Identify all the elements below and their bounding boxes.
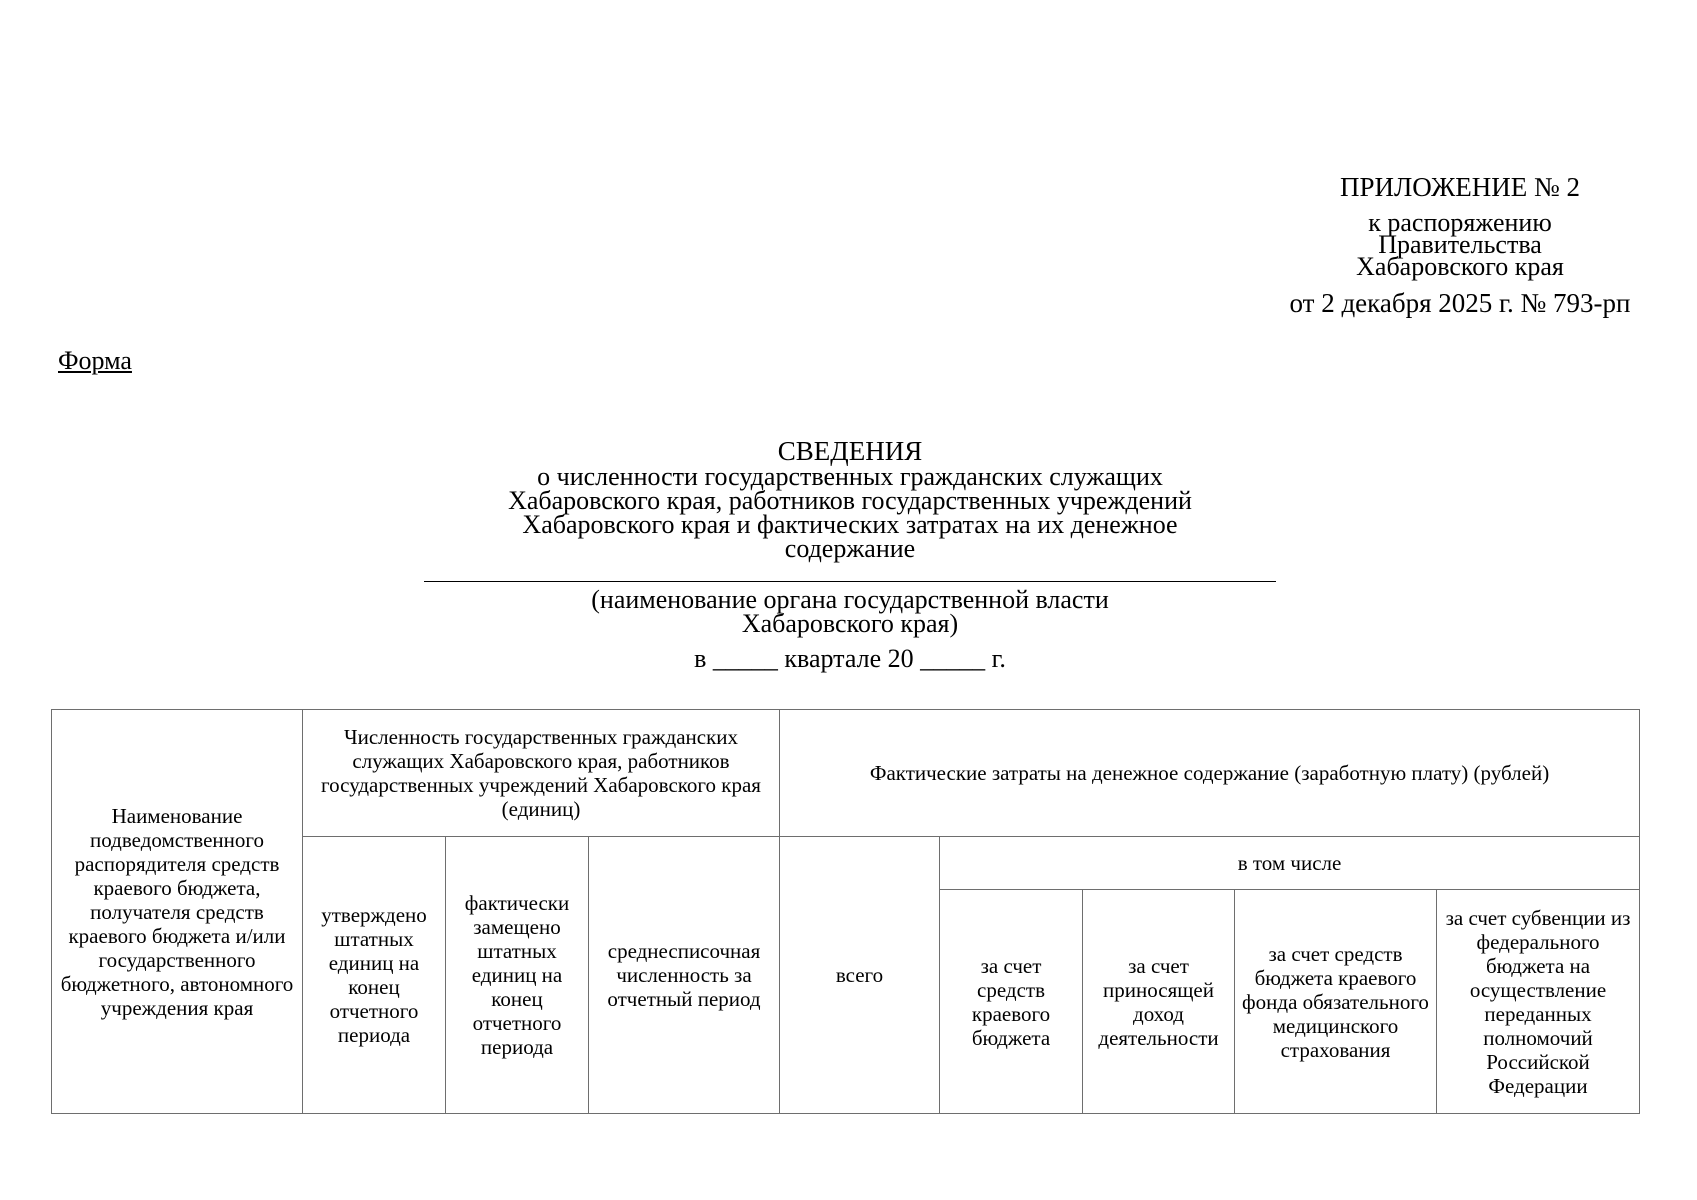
document-title: СВЕДЕНИЯ — [777, 436, 923, 466]
heading-line-3: Хабаровского края и фактических затратах на их денежное — [522, 510, 1178, 539]
heading-line-4: содержание — [784, 534, 916, 563]
org-caption-line-2: Хабаровского края) — [741, 609, 959, 638]
document-heading — [400, 437, 1300, 674]
report-table — [51, 709, 1640, 1114]
header-cell-costs-group: Фактические затраты на денежное содержание (заработную плату) (рублей) — [780, 710, 1640, 837]
appendix-line-2: Правительства — [1378, 230, 1542, 259]
header-cell-costs-health-fund: за счет средств бюджета краевого фонда обязательного медицинского страхования — [1235, 890, 1437, 1114]
quarter-line: в _____ квартале 20 _____ г. — [694, 644, 1006, 673]
table-header-row-1 — [52, 710, 1640, 837]
org-caption-line-1: (наименование органа государственной власти — [591, 585, 1109, 614]
header-cell-costs-income-activity: за счет приносящей доход деятельности — [1083, 890, 1235, 1114]
header-cell-staff-approved: утверждено штатных единиц на конец отчетного периода — [303, 837, 446, 1114]
header-cell-staff-filled: фактически замещено штатных единиц на конец отчетного периода — [446, 837, 589, 1114]
heading-line-2: Хабаровского края, работников государственных учреждений — [508, 486, 1192, 515]
header-cell-costs-federal-subvention: за счет субвенции из федерального бюджета на осуществление переданных полномочий Российской Федерации — [1437, 890, 1640, 1114]
org-name-blank-line — [424, 581, 1276, 582]
header-cell-costs-total: всего — [780, 837, 940, 1114]
heading-line-1: о численности государственных гражданских служащих — [537, 462, 1163, 491]
form-label: Форма — [58, 346, 132, 375]
appendix-title: ПРИЛОЖЕНИЕ № 2 — [1339, 172, 1581, 202]
appendix-line-1: к распоряжению — [1368, 208, 1552, 237]
appendix-date-line: от 2 декабря 2025 г. № 793-рп — [1289, 288, 1631, 318]
header-cell-staff-group: Численность государственных гражданских служащих Хабаровского края, работников государственных учреждений Хабаровского края (единиц) — [303, 710, 780, 837]
appendix-line-3: Хабаровского края — [1356, 252, 1564, 281]
appendix-block — [1260, 172, 1660, 319]
header-cell-costs-regional-budget: за счет средств краевого бюджета — [940, 890, 1083, 1114]
header-cell-costs-including: в том числе — [940, 837, 1640, 890]
header-cell-staff-average: среднесписочная численность за отчетный период — [589, 837, 780, 1114]
header-cell-name: Наименование подведомственного распорядителя средств краевого бюджета, получателя средств краевого бюджета и/или государственного бюджетного, автономного учреждения края — [52, 710, 303, 1114]
